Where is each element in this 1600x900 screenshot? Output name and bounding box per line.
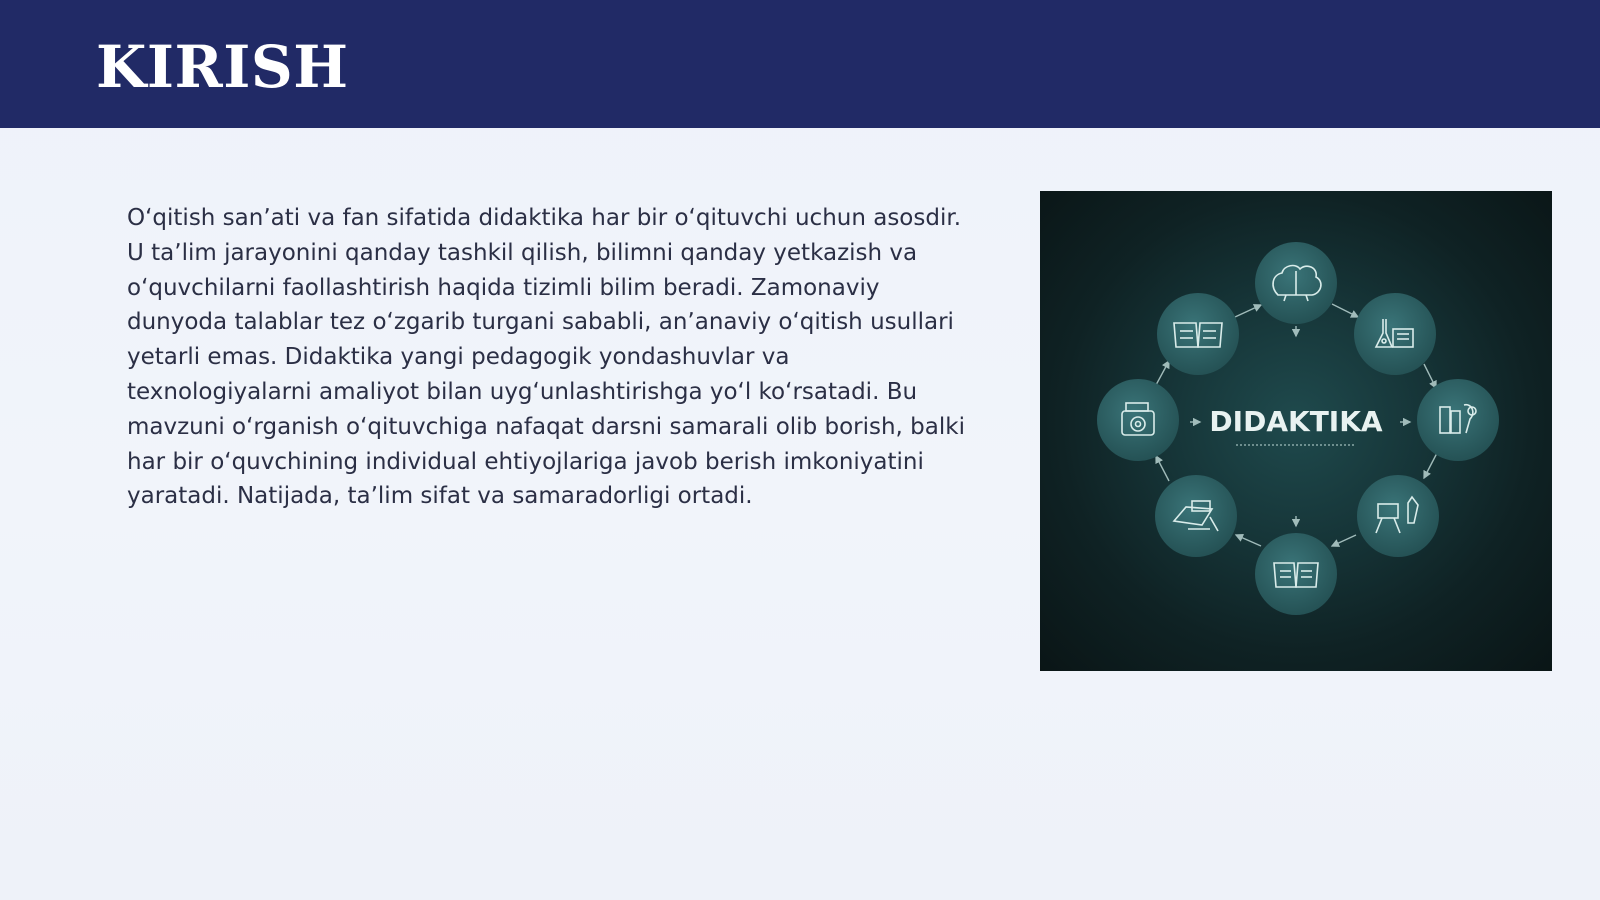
diagram-center-title: DIDAKTIKA	[1209, 405, 1383, 438]
diagram-node-camera	[1097, 379, 1179, 461]
didaktika-diagram-image	[1040, 191, 1552, 671]
header-bar	[0, 0, 1600, 128]
diagram-node-flask-book	[1354, 293, 1436, 375]
diagram-node-books	[1417, 379, 1499, 461]
diagram-node-book-pencil	[1155, 475, 1237, 557]
diagram-node-open-books	[1157, 293, 1239, 375]
diagram-node-brain	[1255, 242, 1337, 324]
slide-title: KIRISH	[96, 33, 349, 101]
intro-paragraph: Oʻqitish sanʼati va fan sifatida didaktika har bir oʻqituvchi uchun asosdir. U taʼlim jarayonini qanday tashkil qilish, bilimni qanday yetkazish va oʻquvchilarni faollashtirish haqida tizimli bilim beradi. Zamonaviy dunyoda talablar tez oʻzgarib turgani sababli, anʼanaviy oʻqitish usullari yetarli emas. Didaktika yangi pedagogik yondashuvlar va texnologiyalarni amaliyot bilan uygʻunlashtirishga yoʻl koʻrsatadi. Bu mavzuni oʻrganish oʻqituvchiga nafaqat darsni samarali olib borish, balki har bir oʻquvchining individual ehtiyojlariga javob berish imkoniyatini yaratadi. Natijada, taʼlim sifat va samaradorligi ortadi.	[127, 205, 965, 510]
diagram-node-easel	[1357, 475, 1439, 557]
diagram-node-open-book	[1255, 533, 1337, 615]
